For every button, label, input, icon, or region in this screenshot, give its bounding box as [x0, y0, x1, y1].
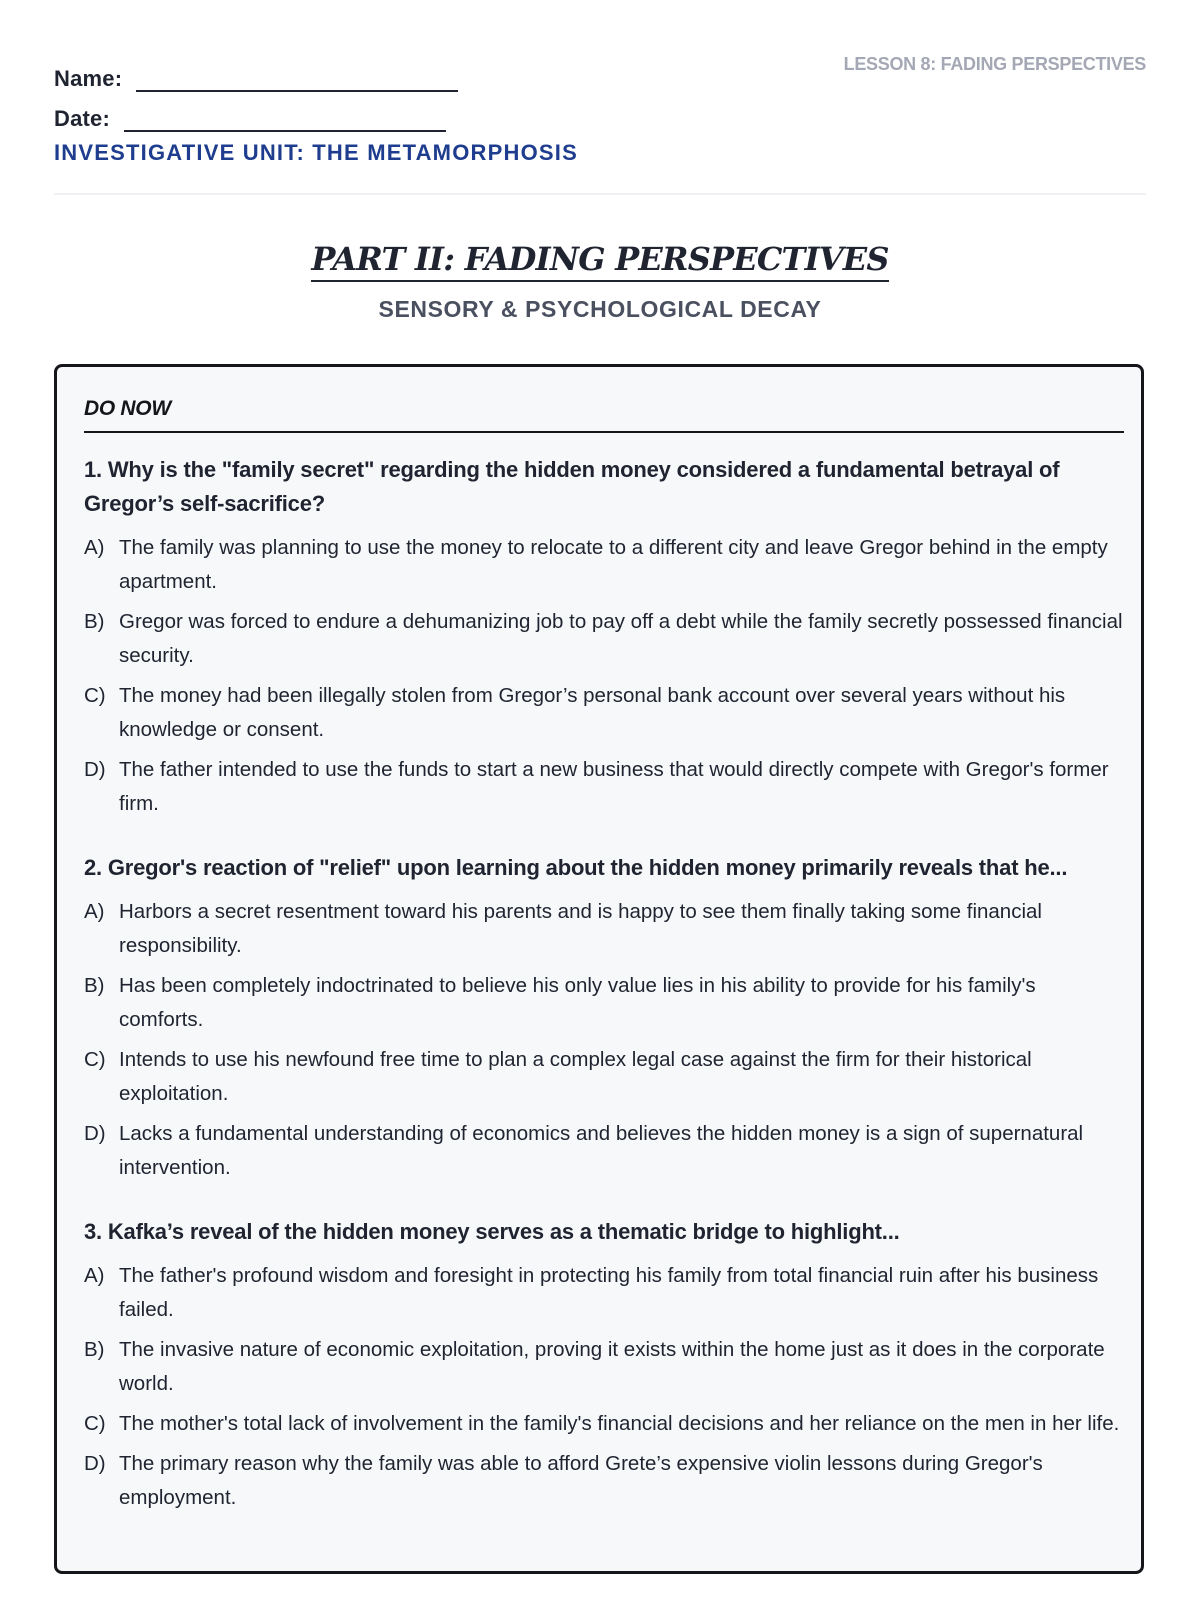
option-text: The money had been illegally stolen from Gregor’s personal bank account over several years without his knowledge or consent. [119, 684, 1066, 741]
option-letter: B) [84, 974, 105, 997]
date-label: Date: [54, 106, 111, 131]
option-text: The mother's total lack of involvement in the family's financial decisions and her reliance on the men in her life. [119, 1412, 1120, 1435]
option-text: Gregor was forced to endure a dehumanizing job to pay off a debt while the family secretly possessed financial security. [119, 610, 1123, 667]
option-letter: C) [84, 1048, 106, 1071]
option-text: Has been completely indoctrinated to believe his only value lies in his ability to provide for his family's comforts. [119, 974, 1036, 1031]
question-1-option-c[interactable] [84, 679, 1124, 747]
question-1-option-b[interactable] [84, 605, 1124, 673]
date-field-row [54, 92, 1146, 132]
do-now-content [84, 397, 1124, 1521]
option-letter: C) [84, 1412, 106, 1435]
question-2-option-a[interactable] [84, 895, 1124, 963]
question-1-option-d[interactable] [84, 753, 1124, 821]
question-1-text: 1. Why is the "family secret" regarding the hidden money considered a fundamental betrayal of Gregor’s self-sacrifice? [84, 457, 1060, 516]
question-2-options [84, 895, 1124, 1185]
option-text: The father's profound wisdom and foresight in protecting his family from total financial ruin after his business failed. [119, 1264, 1099, 1321]
option-letter: D) [84, 758, 106, 781]
option-text: The family was planning to use the money to relocate to a different city and leave Gregor behind in the empty apartment. [119, 536, 1108, 593]
option-text: Intends to use his newfound free time to plan a complex legal case against the firm for their historical exploitation. [119, 1048, 1032, 1105]
question-3-option-b[interactable] [84, 1333, 1124, 1401]
worksheet-header [54, 52, 1146, 166]
question-2-option-b[interactable] [84, 969, 1124, 1037]
lesson-label: LESSON 8: FADING PERSPECTIVES [843, 54, 1146, 74]
question-2-option-d[interactable] [84, 1117, 1124, 1185]
option-letter: C) [84, 684, 106, 707]
name-blank[interactable] [136, 60, 458, 92]
question-3-option-a[interactable] [84, 1259, 1124, 1327]
option-text: The invasive nature of economic exploitation, proving it exists within the home just as it does in the corporate world. [119, 1338, 1105, 1395]
question-3 [84, 1215, 1124, 1515]
question-3-option-c[interactable] [84, 1407, 1124, 1441]
question-3-option-d[interactable] [84, 1447, 1124, 1515]
do-now-heading: DO NOW [84, 397, 1124, 433]
option-letter: A) [84, 1264, 105, 1287]
option-text: The primary reason why the family was able to afford Grete’s expensive violin lessons during Gregor's employment. [119, 1452, 1043, 1509]
option-letter: B) [84, 1338, 105, 1361]
option-letter: A) [84, 900, 105, 923]
date-blank[interactable] [124, 100, 446, 132]
part-title: PART II: FADING PERSPECTIVES [311, 240, 888, 282]
name-label: Name: [54, 66, 123, 91]
section-subtitle: SENSORY & PSYCHOLOGICAL DECAY [378, 296, 822, 322]
question-3-text: 3. Kafka’s reveal of the hidden money serves as a thematic bridge to highlight... [84, 1219, 900, 1244]
header-divider [54, 193, 1146, 195]
do-now-box [54, 364, 1144, 1574]
question-2-option-c[interactable] [84, 1043, 1124, 1111]
option-text: Harbors a secret resentment toward his parents and is happy to see them finally taking some financial responsibility. [119, 900, 1042, 957]
option-letter: A) [84, 536, 105, 559]
question-3-options [84, 1259, 1124, 1515]
question-2-text: 2. Gregor's reaction of "relief" upon learning about the hidden money primarily reveals that he... [84, 855, 1068, 880]
option-letter: D) [84, 1452, 106, 1475]
unit-title: INVESTIGATIVE UNIT: THE METAMORPHOSIS [54, 140, 578, 165]
option-text: The father intended to use the funds to start a new business that would directly compete with Gregor's former firm. [119, 758, 1109, 815]
option-letter: B) [84, 610, 105, 633]
question-1-option-a[interactable] [84, 531, 1124, 599]
question-2 [84, 851, 1124, 1185]
question-1-options [84, 531, 1124, 821]
title-block [0, 240, 1200, 323]
question-1 [84, 453, 1124, 821]
option-letter: D) [84, 1122, 106, 1145]
option-text: Lacks a fundamental understanding of economics and believes the hidden money is a sign of supernatural intervention. [119, 1122, 1084, 1179]
